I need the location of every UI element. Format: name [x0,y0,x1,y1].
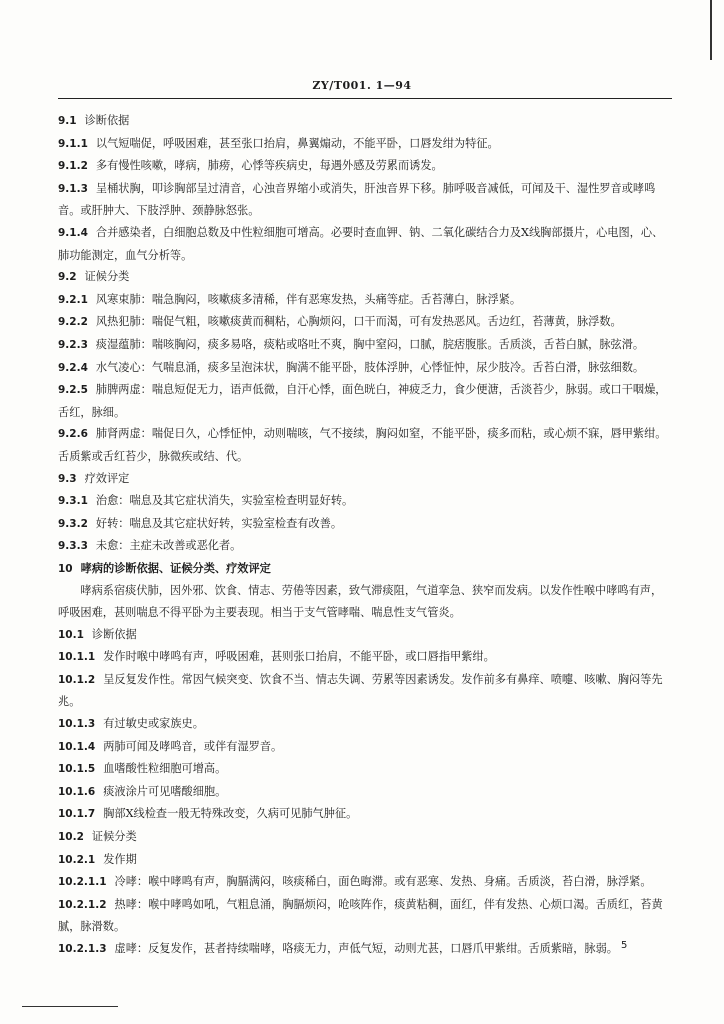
clause-text: 诊断依据 [84,114,130,127]
document-body [58,110,672,961]
clause-item [58,535,672,558]
clause-number: 10.1.3 [58,718,96,731]
clause-text: 肺脾两虚：喘息短促无力，语声低微，自汗心悸，面色晄白，神疲乏力，食少便溏，舌淡苔少，脉弱。或口干咽燥，舌红，脉细。 [58,383,667,419]
clause-item [58,155,672,178]
section-10-heading [58,558,672,581]
clause-number: 9.1.1 [58,137,88,150]
clause-number: 9.2.3 [58,338,88,351]
clause-text: 痰湿蕴肺：喘咳胸闷，痰多易咯，痰粘或咯吐不爽，胸中窒闷，口腻，脘痞腹胀。舌质淡，舌苔白腻，脉弦滑。 [95,337,645,351]
clause-number: 9.2.1 [58,293,88,306]
clause-number: 9.2.4 [58,361,88,374]
clause-text: 胸部X线检查一般无特殊改变，久病可见肺气肿征。 [103,807,358,821]
clause-item [58,758,672,781]
clause-number: 10.1.4 [58,740,96,753]
clause-text: 以气短喘促，呼吸困难，甚至张口抬肩，鼻翼煽动，不能平卧，口唇发绀为特征。 [95,136,499,150]
clause-item [58,713,672,736]
clause-text: 发作时喉中哮鸣有声，呼吸困难，甚则张口抬肩，不能平卧，或口唇指甲紫绀。 [103,650,495,664]
section-10-intro: 哮病系宿痰伏肺，因外邪、饮食、情志、劳倦等因素，致气滞痰阻，气道挛急、狭窄而发病。以发作性喉中哮鸣有声，呼吸困难，甚则喘息不得平卧为主要表现。相当于支气管哮喘、喘息性支气管炎。 [58,584,663,620]
clause-item [58,871,672,894]
clause-text: 有过敏史或家族史。 [103,717,204,731]
clause-item [58,178,672,222]
header-rule [58,98,672,99]
clause-item [58,379,672,423]
clause-number: 9.2.6 [58,428,88,441]
clause-text: 多有慢性咳嗽，哮病，肺痨，心悸等疾病史，每遇外感及劳累而诱发。 [95,159,443,173]
clause-number: 10.1.6 [58,785,96,798]
clause-number: 10.2.1.3 [58,942,107,955]
page-number: 5 [621,940,628,951]
clause-number: 9.1.2 [58,160,88,173]
clause-text: 好转：喘息及其它症状好转，实验室检查有改善。 [95,516,343,530]
clause-number: 9.2.2 [58,316,88,329]
clause-number: 9.3.2 [58,517,88,530]
clause-item [58,803,672,826]
clause-number: 9.3 [58,472,77,485]
clause-text: 诊断依据 [91,627,137,641]
clause-number: 10.1 [58,628,84,641]
clause-item [58,222,672,266]
clause-item [58,736,672,759]
clause-text: 证候分类 [84,270,130,284]
clause-item [58,289,672,312]
clause-text: 冷哮：喉中哮鸣有声，胸膈满闷，咳痰稀白，面色晦滞。或有恶寒、发热、身痛。舌质淡，苔白滑，脉浮紧。 [114,875,652,889]
clause-item [58,781,672,804]
clause-number: 10.1.1 [58,651,96,664]
clause-item [58,334,672,357]
clause-text: 水气凌心：气喘息涌，痰多呈泡沫状，胸满不能平卧，肢体浮肿，心悸怔忡，尿少肢冷。舌苔白滑，脉弦细数。 [95,360,645,374]
clause-text: 虚哮：反复发作，甚者持续喘哮，咯痰无力，声低气短，动则尤甚，口唇爪甲紫绀。舌质紫暗，脉弱。 [114,941,618,955]
clause-item [58,669,672,713]
clause-text: 合并感染者，白细胞总数及中性粒细胞可增高。必要时查血钾、钠、二氧化碳结合力及X线胸部摄片，心电图，心、肺功能测定，血气分析等。 [58,225,664,262]
clause-item [58,849,672,872]
clause-item [58,266,672,289]
clause-item [58,468,672,491]
page-header: ZY/T001. 1—94 [312,79,412,92]
clause-text: 呈反复发作性。常因气候突变、饮食不当、情志失调、劳累等因素诱发。发作前多有鼻痒、喷嚏、咳嗽、胸闷等先兆。 [58,672,663,709]
clause-text: 热哮：喉中哮鸣如吼，气粗息涌，胸膈烦闷，呛咳阵作，痰黄粘稠，面红，伴有发热、心烦口渴。舌质红，苔黄腻，脉滑数。 [58,897,663,934]
section-title: 哮病的诊断依据、证候分类、疗效评定 [80,560,271,575]
clause-text: 肺肾两虚：喘促日久，心悸怔忡，动则喘咳，气不接续，胸闷如窒，不能平卧，痰多而粘，或心烦不寐，唇甲紫绀。舌质紫或舌红苔少，脉微疾或结、代。 [58,427,667,463]
clause-text: 未愈：主症未改善或恶化者。 [95,539,242,553]
footer-rule [22,1006,118,1007]
clause-item [58,490,672,513]
clause-text: 治愈：喘息及其它症状消失，实验室检查明显好转。 [95,494,354,508]
clause-item [58,646,672,669]
clause-text: 呈桶状胸，叩诊胸部呈过清音，心浊音界缩小或消失，肝浊音界下移。肺呼吸音减低，可闻及干、湿性罗音或哮鸣音。或肝肿大、下肢浮肿、颈静脉怒张。 [58,181,656,218]
section-10-items [58,624,672,961]
clause-item [58,423,672,467]
clause-number: 9.3.1 [58,495,88,508]
clause-item [58,357,672,380]
section-number: 10 [58,562,73,575]
clause-item [58,624,672,647]
clause-item [58,513,672,536]
clause-number: 9.1.4 [58,226,88,239]
clause-number: 9.2.5 [58,384,88,397]
clause-number: 9.1.3 [58,182,88,195]
clause-number: 10.1.2 [58,673,96,686]
clause-number: 10.1.7 [58,808,96,821]
clause-text: 疗效评定 [84,471,130,485]
clause-text: 风热犯肺：喘促气粗，咳嗽痰黄而稠粘，心胸烦闷，口干而渴，可有发热恶风。舌边红，苔薄黄，脉浮数。 [95,315,622,329]
clause-number: 10.2.1.2 [58,898,107,911]
clause-number: 9.3.3 [58,540,88,553]
clause-text: 发作期 [103,852,137,866]
clause-text: 风寒束肺：喘急胸闷，咳嗽痰多清稀，伴有恶寒发热，头痛等症。舌苔薄白，脉浮紧。 [95,292,522,306]
clause-item [58,826,672,849]
clause-item [58,894,672,938]
clause-item [58,311,672,334]
clause-number: 9.2 [58,271,77,284]
clause-text: 两肺可闻及哮鸣音，或伴有湿罗音。 [103,739,283,753]
clause-number: 10.2.1 [58,853,96,866]
clause-item [58,938,672,961]
clause-number: 9.1 [58,115,77,127]
clause-text: 血嗜酸性粒细胞可增高。 [103,762,227,776]
section-9-items [58,110,672,558]
clause-text: 痰液涂片可见嗜酸细胞。 [103,784,227,798]
clause-item [58,110,672,133]
scan-edge-mark [710,0,712,60]
clause-number: 10.2 [58,831,84,843]
clause-item [58,133,672,156]
clause-text: 证候分类 [91,830,137,843]
clause-number: 10.2.1.1 [58,876,107,889]
clause-number: 10.1.5 [58,763,96,776]
